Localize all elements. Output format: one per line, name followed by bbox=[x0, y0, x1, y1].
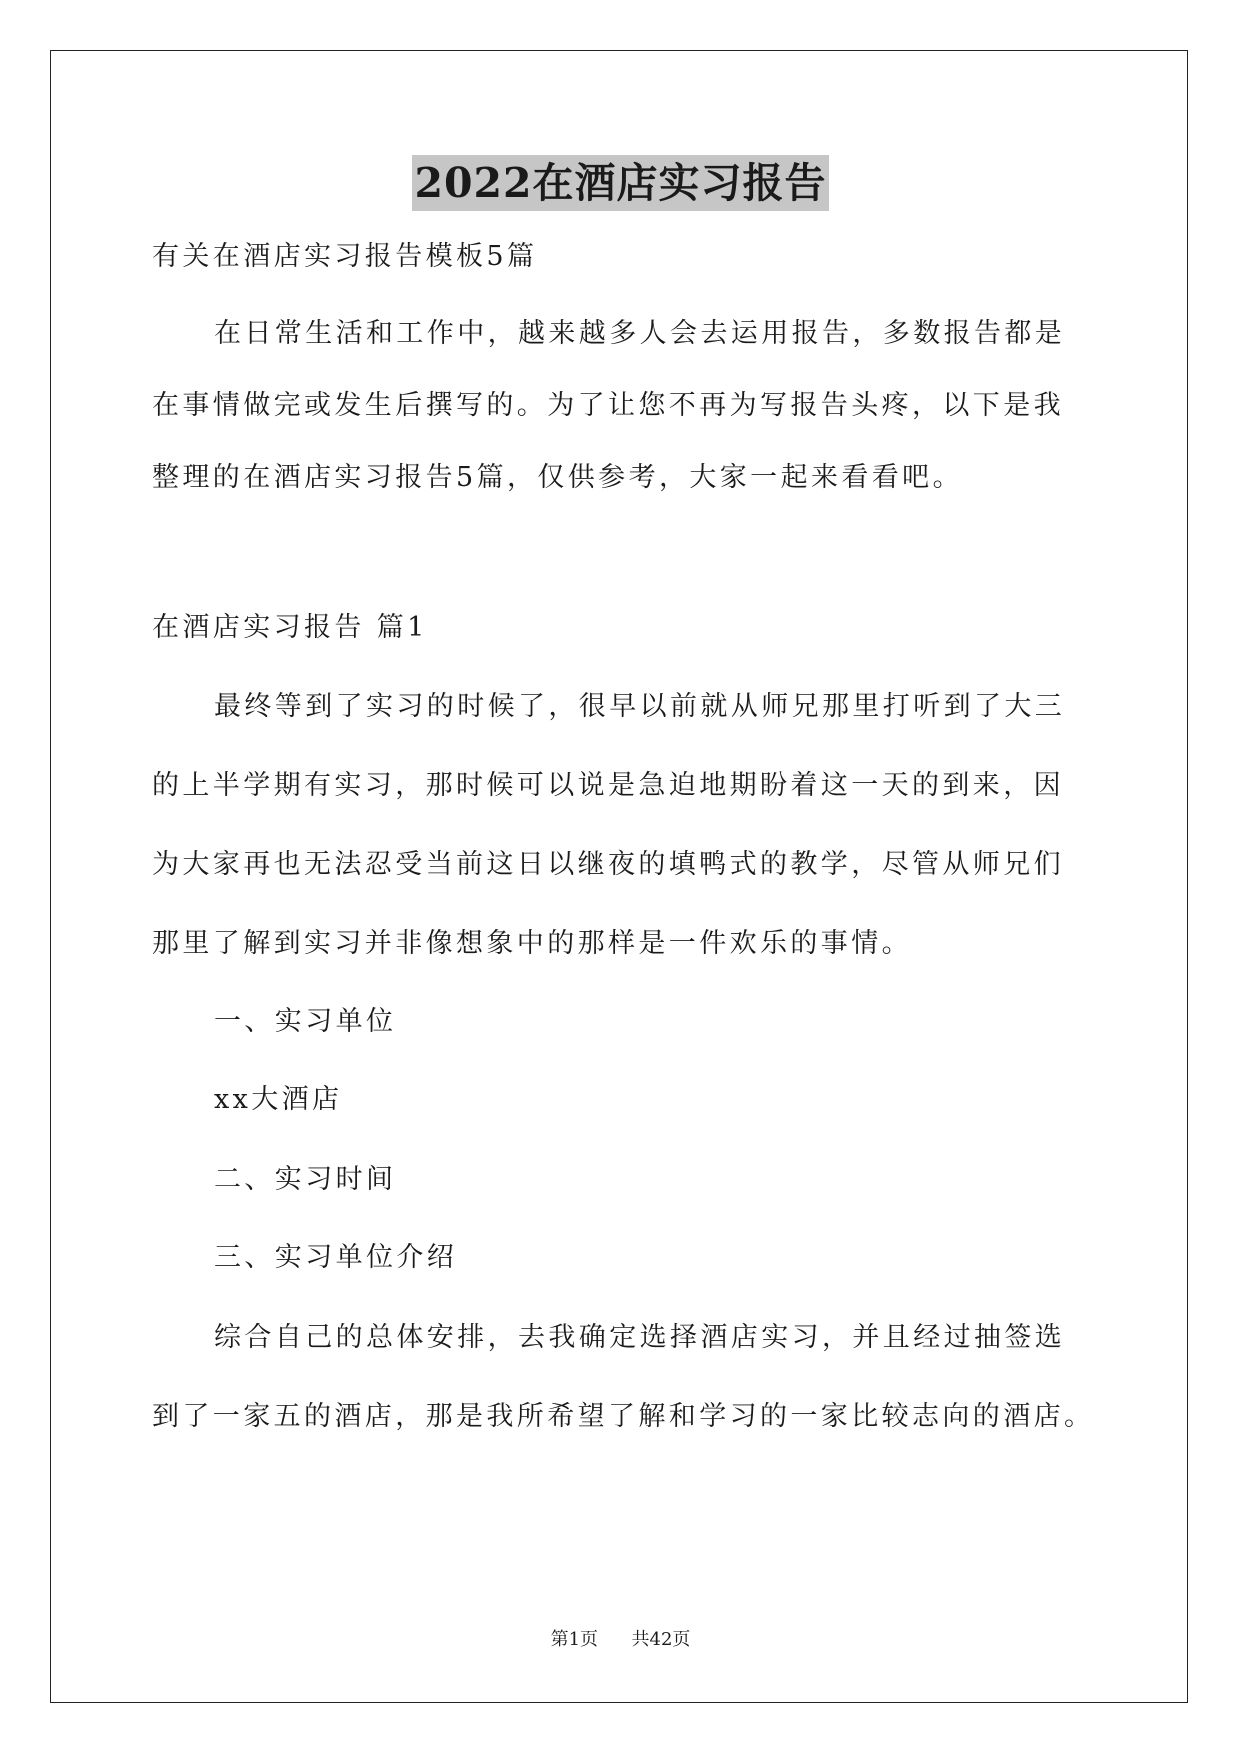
item-2-heading: 二、实习时间 bbox=[214, 1164, 397, 1195]
para1-line-4: 那里了解到实习并非像想象中的那样是一件欢乐的事情。 bbox=[152, 928, 912, 959]
title-container bbox=[0, 155, 1241, 211]
document-title: 2022在酒店实习报告 bbox=[412, 155, 828, 211]
page-number-total: 共42页 bbox=[631, 1629, 691, 1650]
page-footer bbox=[0, 1628, 1241, 1652]
intro-line-1: 在日常生活和工作中，越来越多人会去运用报告，多数报告都是 bbox=[214, 318, 1066, 349]
intro-line-2: 在事情做完或发生后撰写的。为了让您不再为写报告头疼，以下是我 bbox=[152, 390, 1064, 421]
para2-line-1: 综合自己的总体安排，去我确定选择酒店实习，并且经过抽签选 bbox=[214, 1322, 1066, 1353]
item-3-heading: 三、实习单位介绍 bbox=[214, 1242, 458, 1273]
page-number-current: 第1页 bbox=[550, 1629, 599, 1650]
para1-line-2: 的上半学期有实习，那时候可以说是急迫地期盼着这一天的到来，因 bbox=[152, 770, 1064, 801]
document-subtitle: 有关在酒店实习报告模板5篇 bbox=[152, 241, 538, 272]
para1-line-3: 为大家再也无法忍受当前这日以继夜的填鸭式的教学，尽管从师兄们 bbox=[152, 849, 1064, 880]
section-heading: 在酒店实习报告 篇1 bbox=[152, 612, 428, 643]
item-1-value: xx大酒店 bbox=[214, 1084, 343, 1115]
para2-line-2: 到了一家五的酒店，那是我所希望了解和学习的一家比较志向的酒店。 bbox=[152, 1401, 1095, 1432]
item-1-heading: 一、实习单位 bbox=[214, 1006, 397, 1037]
para1-line-1: 最终等到了实习的时候了，很早以前就从师兄那里打听到了大三 bbox=[214, 691, 1066, 722]
intro-line-3: 整理的在酒店实习报告5篇，仅供参考，大家一起来看看吧。 bbox=[152, 462, 963, 493]
